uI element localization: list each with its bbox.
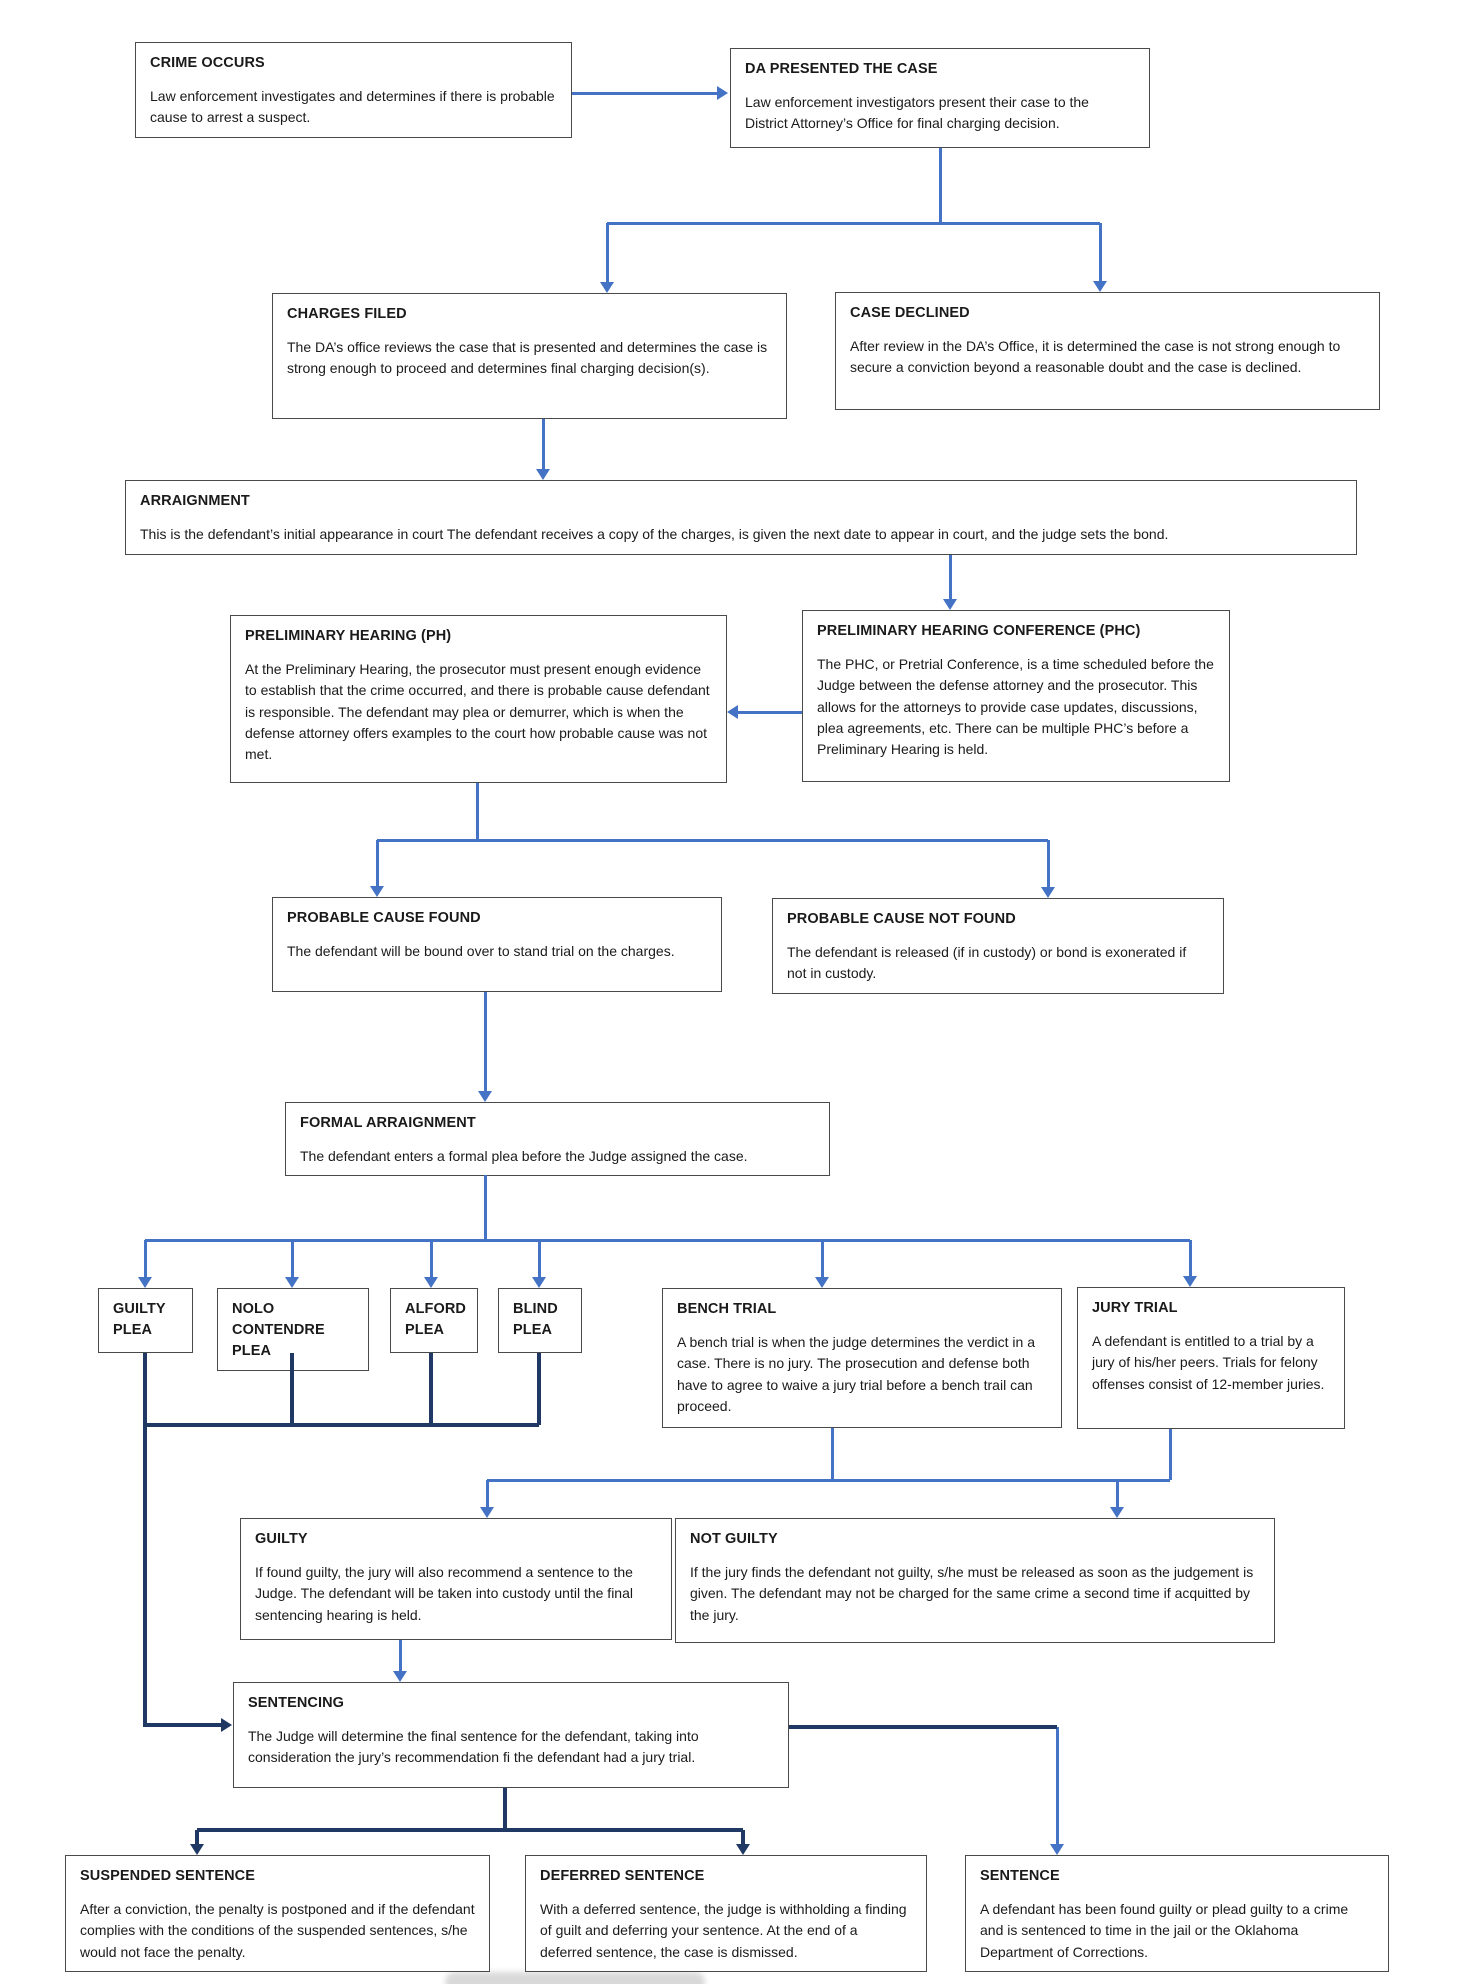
node-preliminary-hearing (230, 615, 727, 783)
node-body: Law enforcement investigators present their case to the District Attorney’s Office for final charging decision. (745, 94, 1089, 132)
node-title: CASE DECLINED (850, 305, 970, 321)
node-body: Law enforcement investigates and determines if there is probable cause to arrest a suspect. (150, 88, 555, 126)
connector-line (145, 1723, 221, 1727)
node-title: GUILTY PLEA (113, 1301, 166, 1339)
connector-line (145, 1423, 539, 1427)
connector-line (1099, 223, 1102, 281)
arrowhead-down (600, 282, 614, 293)
connector-line (503, 1788, 507, 1830)
node-title: PROBABLE CAUSE FOUND (287, 910, 481, 926)
node-title: SENTENCING (248, 1695, 345, 1711)
node-body: A defendant has been found guilty or plead guilty to a crime and is sentenced to time in the jail or the Oklahoma Department of Corrections. (980, 1901, 1349, 1960)
node-not-guilty (675, 1518, 1275, 1643)
connector-line (484, 992, 487, 1091)
node-crime-occurs (135, 42, 572, 138)
arrowhead-down (532, 1277, 546, 1288)
node-body: At the Preliminary Hearing, the prosecutor must present enough evidence to establish that the crime occurred, and there is probable cause defendant is responsible. The defendant may plea or demurrer, which is when the defense attorney offers examples to the court how probable cause was not met. (245, 661, 710, 763)
node-body: The defendant enters a formal plea before the Judge assigned the case. (300, 1148, 748, 1165)
node-title: PROBABLE CAUSE NOT FOUND (787, 911, 1016, 927)
connector-line (195, 1830, 199, 1844)
arrowhead-down (1050, 1844, 1064, 1855)
node-formal-arraignment (285, 1102, 830, 1176)
node-arraignment (125, 480, 1357, 555)
node-title: DA PRESENTED THE CASE (745, 61, 938, 77)
connector-line (542, 419, 545, 469)
connector-line (831, 1428, 834, 1480)
node-case-declined (835, 292, 1380, 410)
node-body: After a conviction, the penalty is postponed and if the defendant complies with the conditions of the suspended sentences, s/he would not face the penalty. (80, 1901, 475, 1960)
node-sentencing (233, 1682, 789, 1788)
arrowhead-down (736, 1844, 750, 1855)
connector-line (939, 148, 942, 223)
node-title: BENCH TRIAL (677, 1301, 777, 1317)
node-bench-trial (662, 1288, 1062, 1428)
connector-line (143, 1353, 147, 1425)
connector-line (484, 1175, 487, 1240)
arrowhead-right (221, 1718, 232, 1732)
connector-line (949, 555, 952, 599)
node-body: With a deferred sentence, the judge is withholding a finding of guilt and deferring your sentence. At the end of a deferred sentence, the case is dismissed. (540, 1901, 907, 1960)
connector-line (291, 1240, 294, 1277)
connector-line (741, 1830, 745, 1844)
arrowhead-down (1041, 887, 1055, 898)
connector-line (429, 1353, 433, 1425)
node-da-presented (730, 48, 1150, 148)
node-body: After review in the DA’s Office, it is determined the case is not strong enough to secure a conviction beyond a reasonable doubt and the case is declined. (850, 338, 1341, 376)
connector-line (607, 222, 1100, 225)
connector-line (606, 223, 609, 282)
connector-line (144, 1240, 147, 1277)
node-phc (802, 610, 1230, 782)
arrowhead-down (478, 1091, 492, 1102)
connector-line (430, 1240, 433, 1277)
connector-line (377, 839, 1048, 842)
node-body: If the jury finds the defendant not guilty, s/he must be released as soon as the judgement is given. The defendant may not be charged for the same crime a second time if acquitted by the jury. (690, 1564, 1254, 1623)
connector-line (1047, 840, 1050, 887)
connector-line (572, 92, 717, 95)
arrowhead-down (1093, 281, 1107, 292)
node-title: DEFERRED SENTENCE (540, 1868, 705, 1884)
node-body: This is the defendant’s initial appearance in court The defendant receives a copy of the charges, is given the next date to appear in court, and the judge sets the bond. (140, 526, 1169, 543)
node-pc-found (272, 897, 722, 992)
connector-line (376, 840, 379, 886)
arrowhead-down (138, 1277, 152, 1288)
arrowhead-right (717, 86, 728, 100)
node-body: The Judge will determine the final sentence for the defendant, taking into consideration the jury’s recommendation fi the defendant had a jury trial. (248, 1728, 699, 1766)
connector-line (486, 1480, 489, 1507)
node-blind-plea (498, 1288, 582, 1353)
connector-line (537, 1353, 541, 1425)
node-title: GUILTY (255, 1531, 308, 1547)
node-sentence (965, 1855, 1389, 1972)
arrowhead-down (1110, 1507, 1124, 1518)
node-body: The defendant is released (if in custody) or bond is exonerated if not in custody. (787, 944, 1187, 982)
node-guilty-plea (98, 1288, 193, 1353)
node-body: A defendant is entitled to a trial by a jury of his/her peers. Trials for felony offenses consist of 12-member juries. (1092, 1333, 1325, 1392)
node-title: FORMAL ARRAIGNMENT (300, 1115, 476, 1131)
node-title: NOLO CONTENDRE PLEA (232, 1301, 325, 1360)
arrowhead-down (536, 469, 550, 480)
arrowhead-down (424, 1277, 438, 1288)
node-body: The DA’s office reviews the case that is presented and determines the case is strong enough to proceed and determines final charging decision(s). (287, 339, 768, 377)
node-title: PRELIMINARY HEARING CONFERENCE (PHC) (817, 623, 1141, 639)
arrowhead-down (370, 886, 384, 897)
arrowhead-down (393, 1671, 407, 1682)
node-body: The defendant will be bound over to stand trial on the charges. (287, 943, 675, 960)
node-charges-filed (272, 293, 787, 419)
arrowhead-down (815, 1277, 829, 1288)
node-title: SUSPENDED SENTENCE (80, 1868, 256, 1884)
connector-line (538, 1240, 541, 1277)
node-pc-not-found (772, 898, 1224, 994)
connector-line (1056, 1727, 1059, 1844)
arrowhead-left (727, 705, 738, 719)
node-alford-plea (390, 1288, 478, 1353)
node-title: CHARGES FILED (287, 306, 407, 322)
page-edge-artifact (445, 1972, 705, 1984)
connector-line (789, 1725, 1057, 1729)
connector-line (738, 711, 802, 714)
node-body: A bench trial is when the judge determines the verdict in a case. There is no jury. The prosecution and defense both have to agree to waive a jury trial before a bench trail can proceed. (677, 1334, 1035, 1414)
connector-line (197, 1828, 743, 1832)
node-body: The PHC, or Pretrial Conference, is a time scheduled before the Judge between the defense attorney and the prosecutor. This allows for the attorneys to provide case updates, discussions, plea agreements, etc. There can be multiple PHC’s before a Preliminary Hearing is held. (817, 656, 1214, 758)
connector-line (476, 783, 479, 840)
arrowhead-down (480, 1507, 494, 1518)
node-suspended-sentence (65, 1855, 490, 1972)
arrowhead-down (190, 1844, 204, 1855)
node-body: If found guilty, the jury will also recommend a sentence to the Judge. The defendant will be taken into custody until the final sentencing hearing is held. (255, 1564, 633, 1623)
connector-line (290, 1353, 294, 1425)
node-jury-trial (1077, 1287, 1345, 1429)
node-title: JURY TRIAL (1092, 1300, 1178, 1316)
connector-line (1116, 1480, 1119, 1507)
arrowhead-down (285, 1277, 299, 1288)
node-guilty-verdict (240, 1518, 672, 1640)
node-deferred-sentence (525, 1855, 927, 1972)
node-title: BLIND PLEA (513, 1301, 558, 1339)
connector-line (145, 1239, 1190, 1242)
node-title: ALFORD PLEA (405, 1301, 467, 1339)
node-title: CRIME OCCURS (150, 55, 265, 71)
node-title: NOT GUILTY (690, 1531, 778, 1547)
node-title: PRELIMINARY HEARING (PH) (245, 628, 452, 644)
connector-line (143, 1425, 147, 1727)
connector-line (399, 1640, 402, 1671)
node-title: ARRAIGNMENT (140, 493, 250, 509)
connector-line (1189, 1240, 1192, 1276)
node-title: SENTENCE (980, 1868, 1060, 1884)
connector-line (821, 1240, 824, 1277)
arrowhead-down (943, 599, 957, 610)
connector-line (487, 1479, 1170, 1482)
arrowhead-down (1183, 1276, 1197, 1287)
connector-line (1169, 1429, 1172, 1480)
